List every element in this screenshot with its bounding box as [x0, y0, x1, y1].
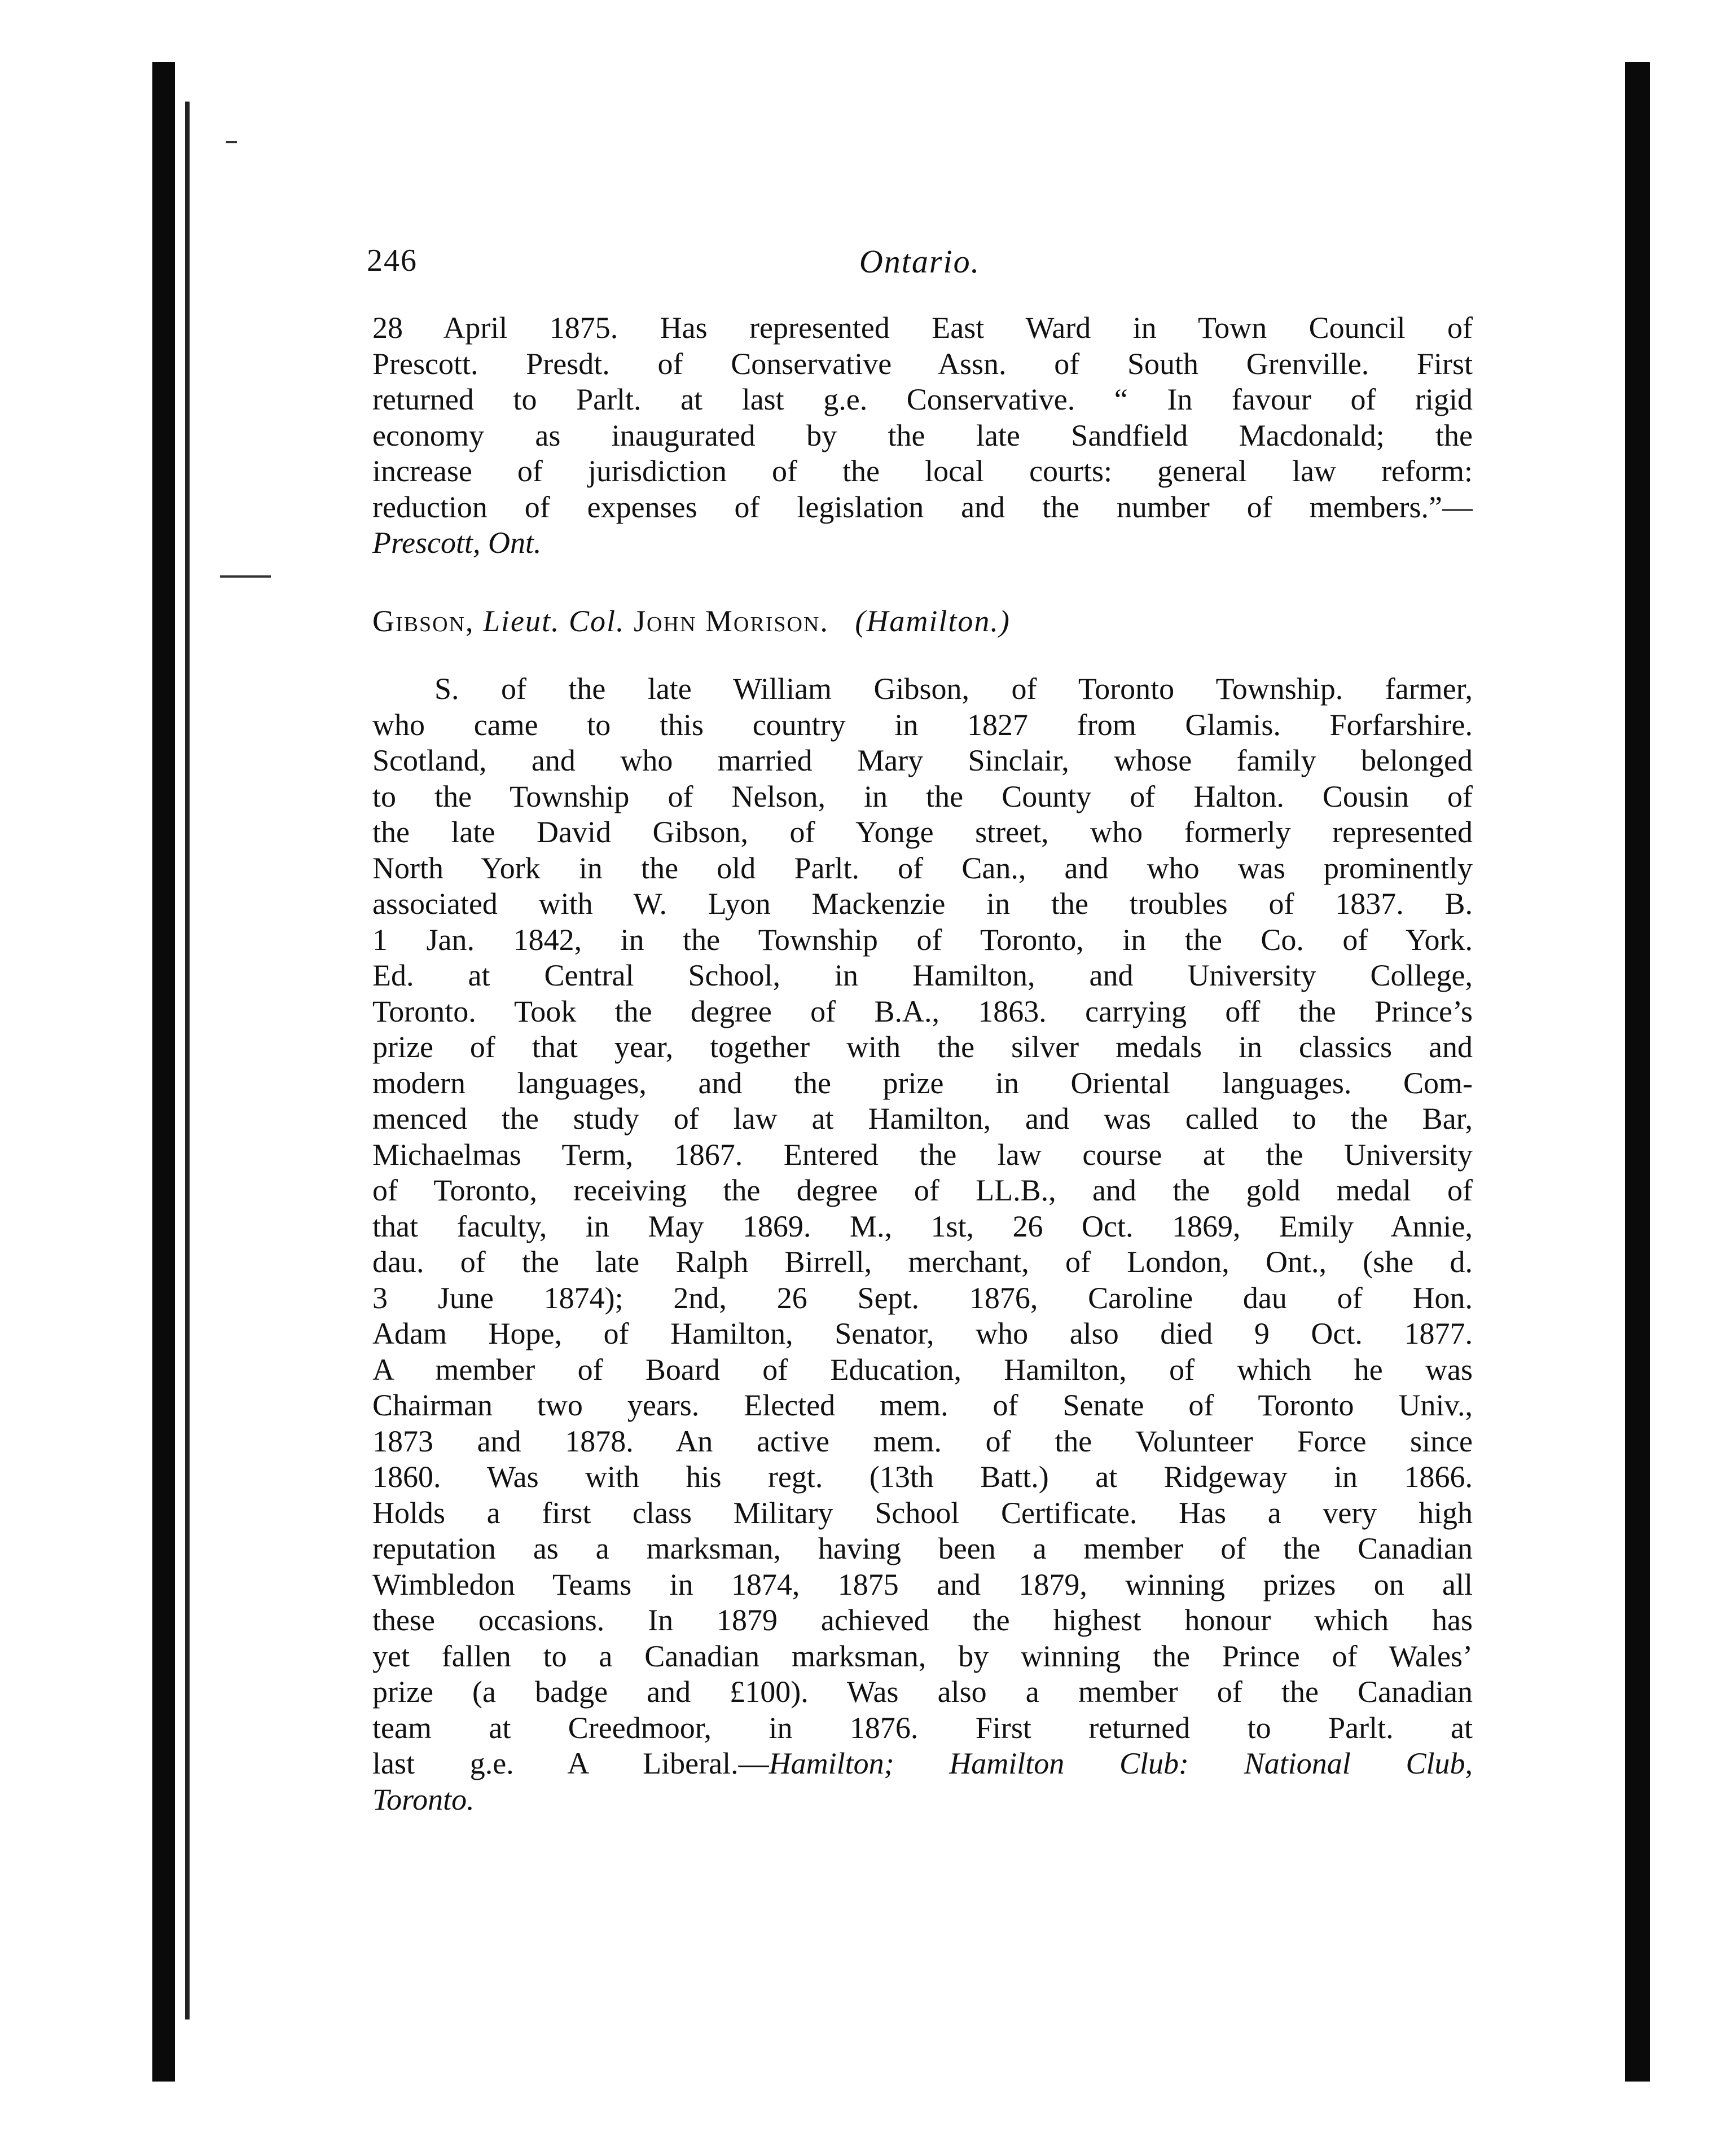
entry-address: Hamilton; Hamilton Club: National Club, [769, 1746, 1473, 1780]
binding-line-left [185, 102, 190, 2019]
entry-body [372, 671, 1473, 1818]
final-line-text: last g.e. A Liberal.— [372, 1746, 769, 1780]
text-line: to the Township of Nelson, in the County of Halton. Cousin of [372, 779, 1473, 813]
text-line: Chairman two years. Elected mem. of Senate of Toronto Univ., [372, 1388, 1473, 1422]
text-line: these occasions. In 1879 achieved the highest honour which has [372, 1603, 1473, 1637]
page-header [367, 243, 1473, 293]
text-line: Wimbledon Teams in 1874, 1875 and 1879, winning prizes on all [372, 1567, 1473, 1601]
entry-rank: Lieut. Col. [483, 604, 625, 638]
text-line: Toronto. Took the degree of B.A., 1863. carrying off the Prince’s [372, 994, 1473, 1028]
text-line: Scotland, and who married Mary Sinclair, whose family belonged [372, 743, 1473, 777]
text-line: reduction of expenses of legislation and the number of members.”— [372, 490, 1473, 524]
text-line: S. of the late William Gibson, of Toronto Township. farmer, [434, 672, 1473, 706]
text-line: prize of that year, together with the silver medals in classics and [372, 1030, 1473, 1064]
text-line: reputation as a marksman, having been a member of the Canadian [372, 1532, 1473, 1565]
page-number: 246 [367, 243, 418, 278]
running-title: Ontario. [859, 243, 981, 280]
text-line: 28 April 1875. Has represented East Ward in Town Council of [372, 311, 1473, 345]
text-line: 3 June 1874); 2nd, 26 Sept. 1876, Caroline dau of Hon. [372, 1281, 1473, 1315]
text-line: modern languages, and the prize in Oriental languages. Com- [372, 1066, 1473, 1100]
text-line: North York in the old Parlt. of Can., and who was prominently [372, 851, 1473, 885]
entry-heading [372, 604, 1011, 639]
text-line: Prescott. Presdt. of Conservative Assn. of South Grenville. First [372, 346, 1473, 381]
text-line: associated with W. Lyon Mackenzie in the troubles of 1837. B. [372, 887, 1473, 921]
text-line: yet fallen to a Canadian marksman, by winning the Prince of Wales’ [372, 1639, 1473, 1673]
text-line: that faculty, in May 1869. M., 1st, 26 Oct. 1869, Emily Annie, [372, 1209, 1473, 1243]
entry-surname: Gibson, [372, 604, 475, 638]
text-line: 1 Jan. 1842, in the Township of Toronto, in the Co. of York. [372, 922, 1473, 957]
text-line: economy as inaugurated by the late Sandfield Macdonald; the [372, 418, 1473, 452]
text-line: Adam Hope, of Hamilton, Senator, who also died 9 Oct. 1877. [372, 1317, 1473, 1350]
text-line: of Toronto, receiving the degree of LL.B., and the gold medal of [372, 1173, 1473, 1207]
text-line: Holds a first class Military School Certificate. Has a very high [372, 1495, 1473, 1530]
entry-continued [372, 310, 1473, 561]
text-line: increase of jurisdiction of the local courts: general law reform: [372, 454, 1473, 488]
text-line: Michaelmas Term, 1867. Entered the law course at the University [372, 1137, 1473, 1172]
entry-address: Prescott, Ont. [372, 526, 542, 560]
text-line: team at Creedmoor, in 1876. First returned to Parlt. at [372, 1710, 1473, 1745]
entry-constituency: (Hamilton.) [855, 604, 1011, 638]
text-line: A member of Board of Education, Hamilton, of which he was [372, 1352, 1473, 1387]
text-line: prize (a badge and £100). Was also a member of the Canadian [372, 1675, 1473, 1709]
final-line [372, 1746, 1473, 1782]
entry-address-end: Toronto. [372, 1782, 475, 1816]
text-line: the late David Gibson, of Yonge street, who formerly represented [372, 815, 1473, 849]
margin-mark [220, 575, 271, 578]
entry-given-names: John Morison. [634, 604, 829, 638]
binding-shadow-left [152, 62, 175, 2082]
text-line: who came to this country in 1827 from Glamis. Forfarshire. [372, 707, 1473, 742]
text-line: 1873 and 1878. An active mem. of the Volunteer Force since [372, 1424, 1473, 1458]
page-edge-right [1625, 62, 1650, 2082]
text-line: returned to Parlt. at last g.e. Conservative. “ In favour of rigid [372, 382, 1473, 416]
margin-mark [226, 141, 237, 143]
text-line: 1860. Was with his regt. (13th Batt.) at Ridgeway in 1866. [372, 1460, 1473, 1494]
text-line: dau. of the late Ralph Birrell, merchant, of London, Ont., (she d. [372, 1245, 1473, 1279]
text-line: Ed. at Central School, in Hamilton, and University College, [372, 958, 1473, 992]
text-line: menced the study of law at Hamilton, and was called to the Bar, [372, 1102, 1473, 1136]
